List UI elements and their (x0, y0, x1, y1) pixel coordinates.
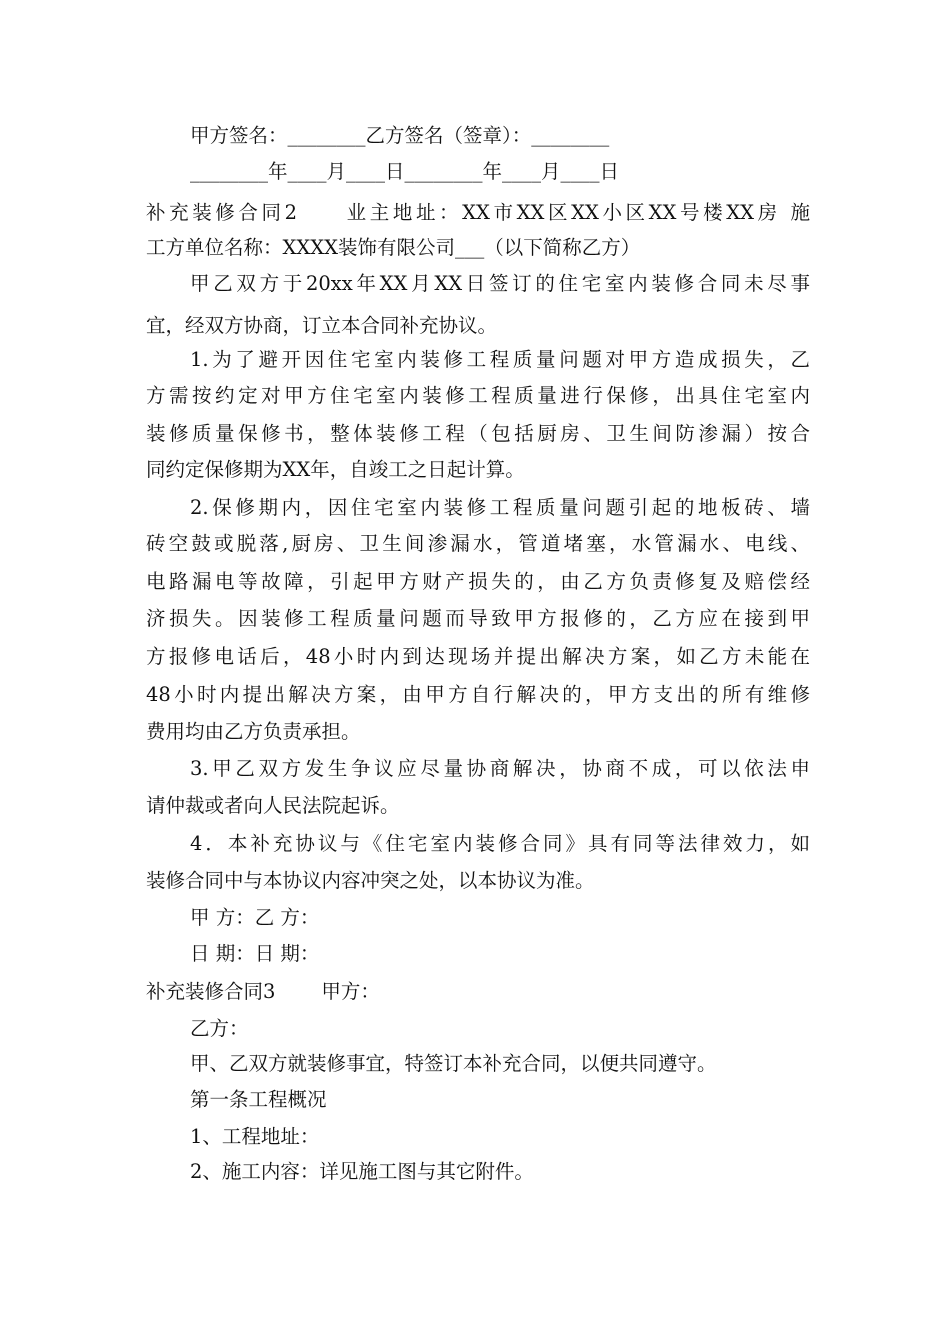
paragraph-line: 甲、乙双方就装修事宜，特签订本补充合同，以便共同遵守。 (190, 1052, 717, 1075)
contract-3-title: 补充装修合同3 (146, 980, 276, 1003)
clause-2-line: 48小时内提出解决方案，由甲方自行解决的，甲方支出的所有维修 (146, 683, 810, 706)
clause-4-line: 装修合同中与本协议内容冲突之处，以本协议为准。 (146, 869, 595, 892)
party-a-label: 甲方： (321, 980, 380, 1003)
clause-3-line: 请仲裁或者向人民法院起诉。 (146, 794, 400, 817)
paragraph-line: 宜，经双方协商，订立本合同补充协议。 (146, 314, 498, 337)
clause-2-line: 方报修电话后，48小时内到达现场并提出解决方案，如乙方未能在 (146, 645, 810, 668)
contractor-name-line: 工方单位名称：XXXX装饰有限公司___（以下简称乙方） (146, 236, 641, 259)
list-item: 1、工程地址： (190, 1125, 320, 1148)
party-line: 甲 方：乙 方： (190, 906, 320, 929)
paragraph-line: 甲乙双方于20xx年XX月XX日签订的住宅室内装修合同未尽事 (190, 272, 810, 295)
article-heading: 第一条工程概况 (190, 1088, 327, 1111)
contract-3-heading-line (146, 980, 810, 1004)
clause-2-line: 电路漏电等故障，引起甲方财产损失的，由乙方负责修复及赔偿经 (146, 570, 810, 593)
party-b-label: 乙方： (190, 1017, 249, 1040)
clause-2-line: 济损失。因装修工程质量问题而导致甲方报修的，乙方应在接到甲 (146, 607, 810, 630)
clause-1-line: 装修质量保修书，整体装修工程（包括厨房、卫生间防渗漏）按合 (146, 422, 810, 445)
owner-address: 业主地址：XX市XX区XX小区XX号楼XX房 施 (343, 201, 810, 224)
date-line: ________年____月____日________年____月____日 (190, 160, 619, 183)
clause-2-line: 砖空鼓或脱落,厨房、卫生间渗漏水，管道堵塞，水管漏水、电线、 (146, 532, 810, 555)
clause-2-line: 费用均由乙方负责承担。 (146, 720, 361, 743)
clause-2-line: 2.保修期内，因住宅室内装修工程质量问题引起的地板砖、墙 (190, 496, 810, 519)
list-item: 2、施工内容：详见施工图与其它附件。 (190, 1160, 534, 1183)
clause-4-line: 4．本补充协议与《住宅室内装修合同》具有同等法律效力，如 (190, 832, 810, 855)
contract-2-heading-line (146, 201, 810, 225)
contract-2-title: 补充装修合同2 (146, 201, 298, 224)
clause-1-line: 同约定保修期为XX年，自竣工之日起计算。 (146, 458, 525, 481)
clause-1-line: 方需按约定对甲方住宅室内装修工程质量进行保修，出具住宅室内 (146, 384, 810, 407)
clause-3-line: 3.甲乙双方发生争议应尽量协商解决，协商不成，可以依法申 (190, 757, 810, 780)
date-label-line: 日 期：日 期： (190, 942, 320, 965)
clause-1-line: 1.为了避开因住宅室内装修工程质量问题对甲方造成损失，乙 (190, 348, 810, 371)
signature-line: 甲方签名：________乙方签名（签章）：________ (190, 124, 610, 147)
